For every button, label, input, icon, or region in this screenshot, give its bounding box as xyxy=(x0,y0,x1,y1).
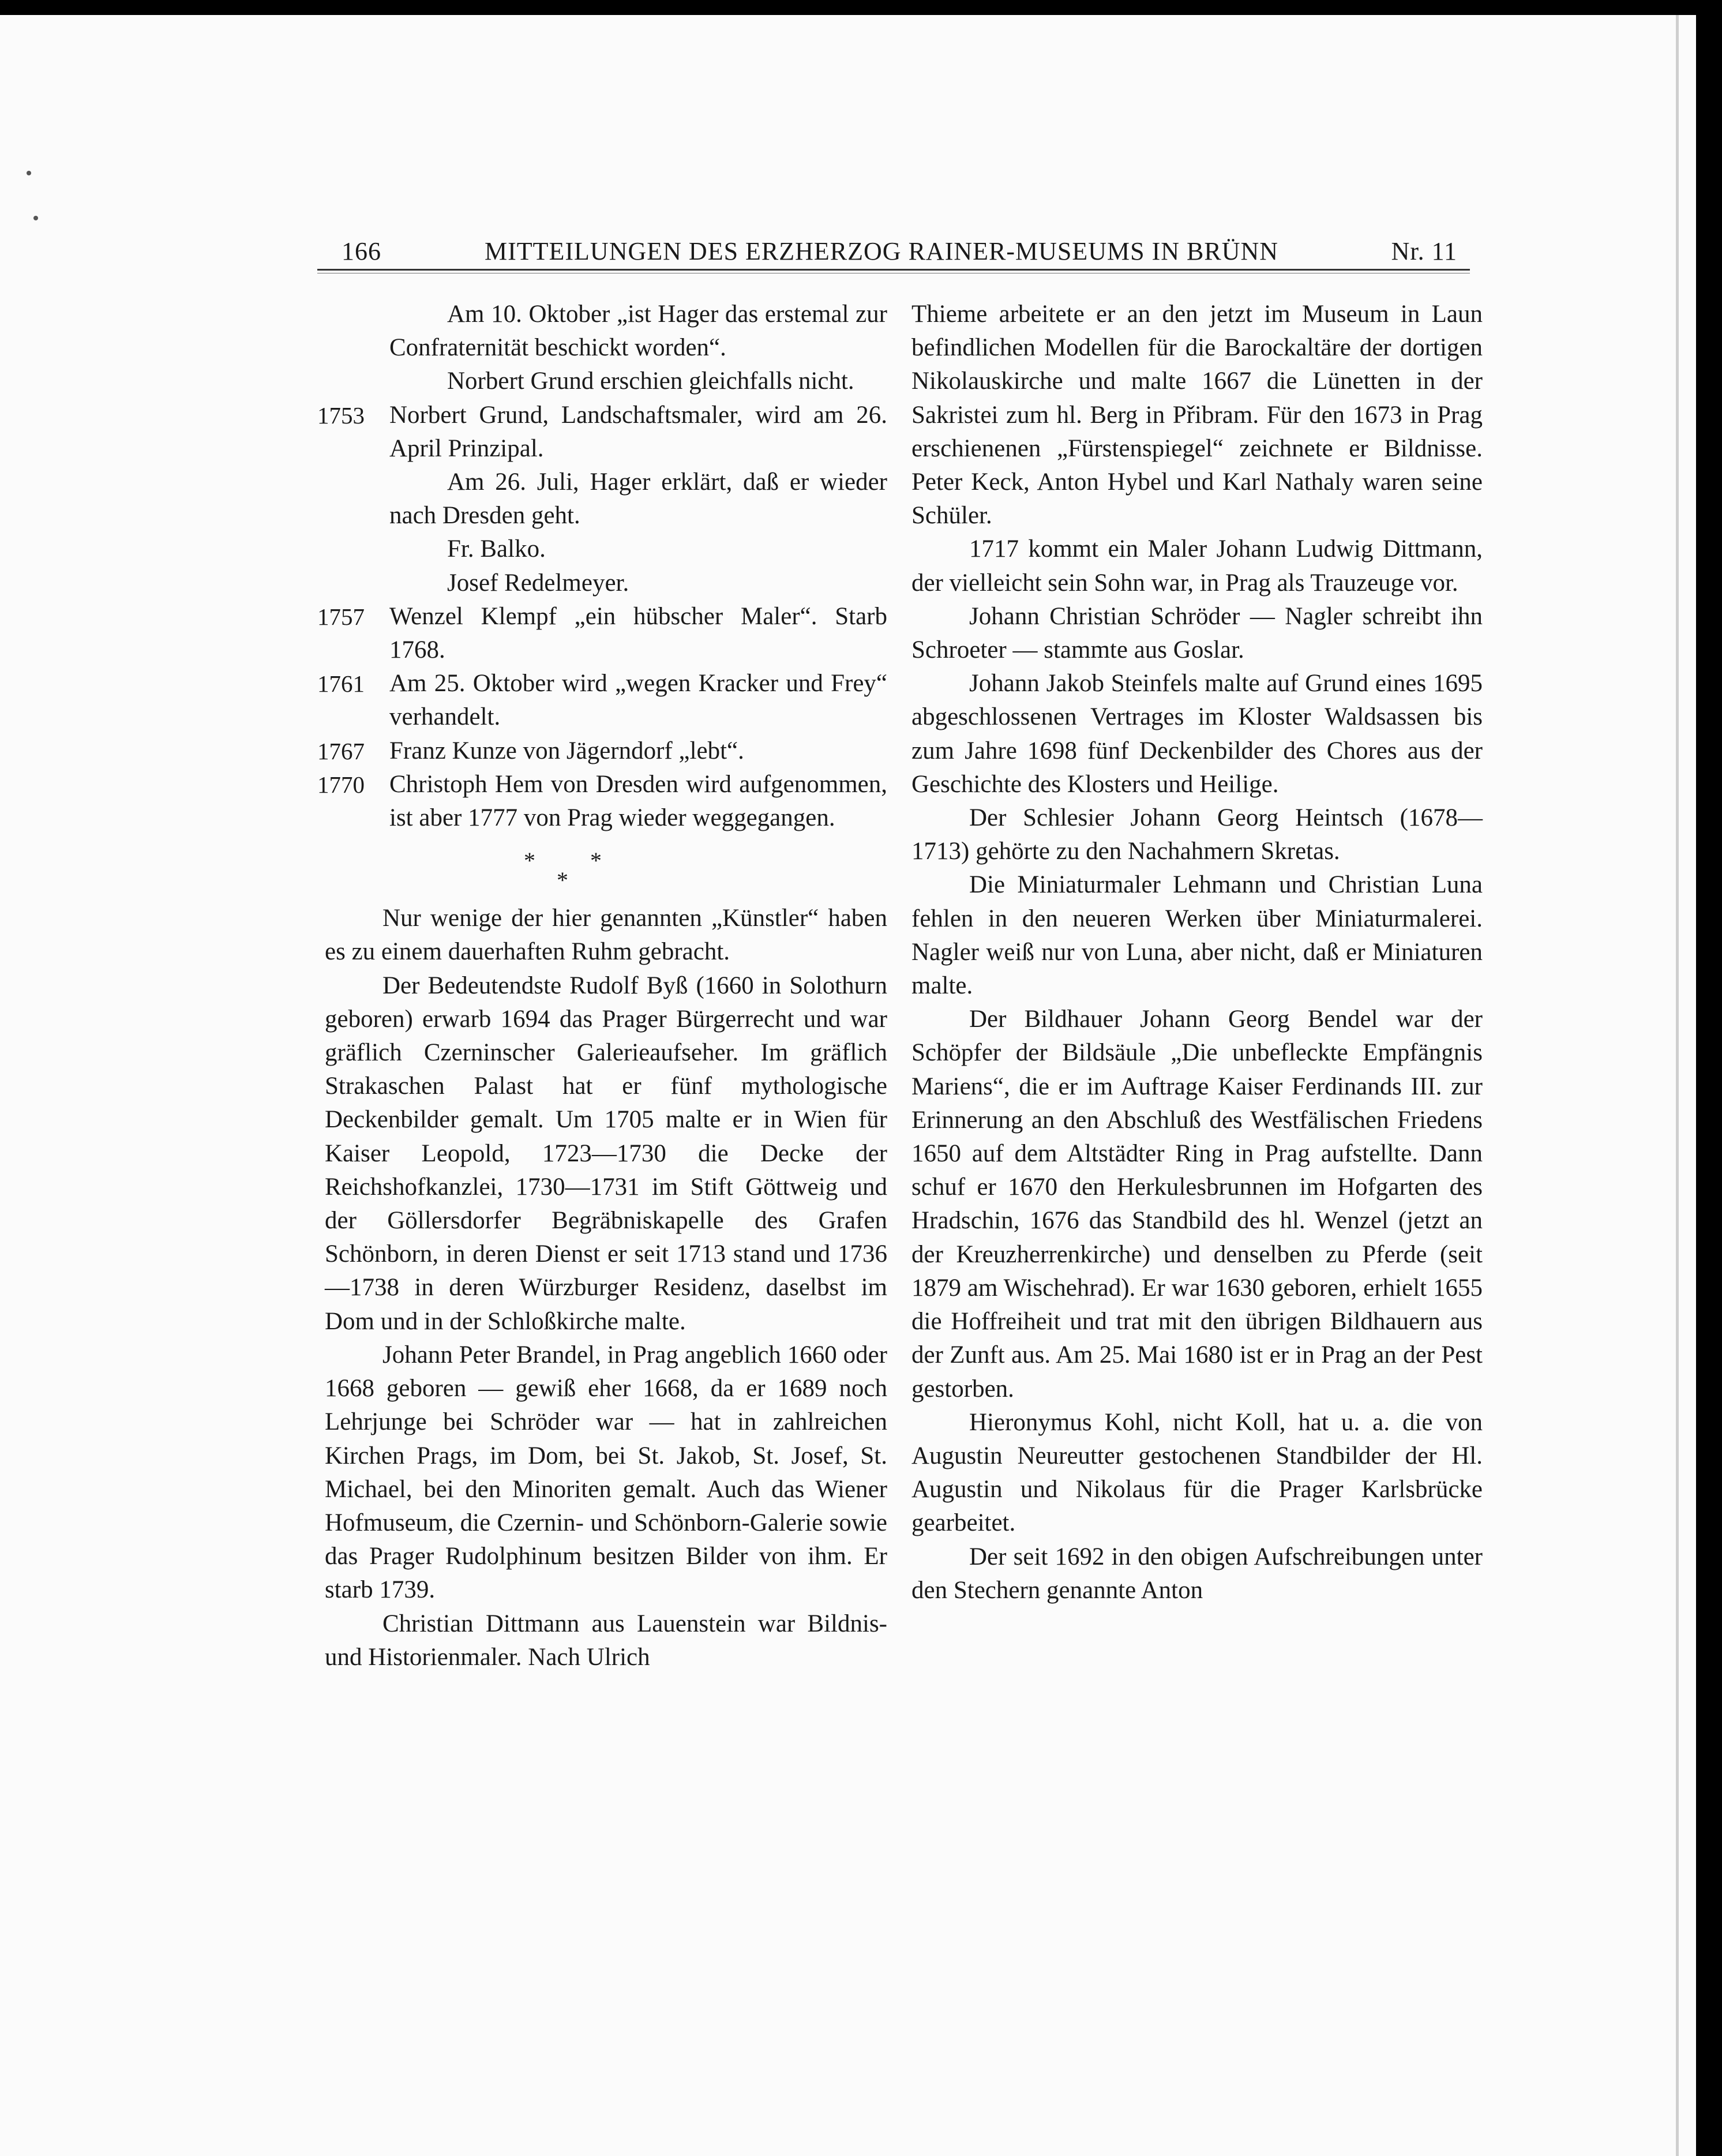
paragraph: Josef Redelmeyer. xyxy=(447,569,629,597)
paragraph: Nur wenige der hier genannten „Künstler“ haben es zu einem dauerhaften Ruhm gebracht. xyxy=(325,905,887,966)
left-column xyxy=(317,298,887,1674)
year-entry xyxy=(317,600,887,667)
paragraph: Am 25. Oktober wird „wegen Kracker und Frey“ verhandelt. xyxy=(389,670,887,731)
right-column xyxy=(911,298,1483,1607)
paragraph: Norbert Grund erschien gleichfalls nicht. xyxy=(447,368,854,395)
scanned-page xyxy=(0,15,1696,2156)
paragraph: 1717 kommt ein Maler Johann Ludwig Dittmann, der vielleicht sein Sohn war, in Prag als Trauzeuge vor. xyxy=(911,535,1483,597)
paragraph: Johann Jakob Steinfels malte auf Grund eines 1695 abgeschlossenen Vertrages im Kloster Waldsassen bis zum Jahre 1698 fünf Deckenbilder des Chores aus der Geschichte des Klosters und Heilige. xyxy=(911,670,1483,798)
year-label: 1761 xyxy=(317,670,365,698)
paragraph: Christian Dittmann aus Lauenstein war Bildnis- und Historienmaler. Nach Ulrich xyxy=(325,1610,887,1671)
paragraph: Hieronymus Kohl, nicht Koll, hat u. a. die von Augustin Neureutter gestochenen Standbilder der Hl. Augustin und Nikolaus für die Prager Karlsbrücke gearbeitet. xyxy=(911,1408,1483,1537)
paragraph: Der Bildhauer Johann Georg Bendel war der Schöpfer der Bildsäule „Die unbefleckte Empfängnis Mariens“, die er im Auftrage Kaiser Ferdinands III. zur Erinnerung an den Abschluß des Westfälischen Friedens 1650 auf dem Altstädter Ring in Prag aufstellte. Dann schuf er 1670 den Herkulesbrunnen im Hofgarten des Hradschin, 1676 das Standbild des hl. Wenzel (jetzt an der Kreuzherrenkirche) und denselben zu Pferde (seit 1879 am Wischehrad). Er war 1630 geboren, erhielt 1655 die Hoffreiheit und trat mit den übrigen Bildhauern aus der Zunft aus. Am 25. Mai 1680 ist er in Prag an der Pest gestorben. xyxy=(911,1006,1483,1403)
paragraph: Der Schlesier Johann Georg Heintsch (1678—1713) gehörte zu den Nachahmern Skretas. xyxy=(911,804,1483,865)
year-label: 1757 xyxy=(317,603,365,630)
paragraph: Johann Christian Schröder — Nagler schreibt ihn Schroeter — stammte aus Goslar. xyxy=(911,602,1483,664)
running-header xyxy=(317,224,1470,271)
asterisk: * xyxy=(590,848,602,874)
asterisk: * xyxy=(557,867,568,894)
section-divider xyxy=(325,835,887,902)
year-entry xyxy=(317,734,887,768)
paragraph: Fr. Balko. xyxy=(447,535,546,563)
paragraph: Thieme arbeitete er an den jetzt im Museum in Laun befindlichen Modellen für die Barockaltäre der dortigen Nikolauskirche und malte 1667 die Lünetten in der Sakristei zum hl. Berg in Přibram. Für den 1673 in Prag erschienenen „Fürstenspiegel“ zeichnete er Bildnisse. Peter Keck, Anton Hybel und Karl Nathaly waren seine Schüler. xyxy=(911,301,1483,530)
paragraph: Der seit 1692 in den obigen Aufschreibungen unter den Stechern genannte Anton xyxy=(911,1543,1483,1604)
paragraph: Die Miniaturmaler Lehmann und Christian Luna fehlen in den neueren Werken über Miniaturmalerei. Nagler weiß nur von Luna, aber nicht, daß er Miniaturen malte. xyxy=(911,871,1483,1000)
asterisk: * xyxy=(524,848,535,874)
paragraph: Am 10. Oktober „ist Hager das erstemal zur Confraternität beschickt worden“. xyxy=(389,301,887,362)
year-entry xyxy=(317,667,887,734)
year-label: 1767 xyxy=(317,737,365,764)
paragraph: Norbert Grund, Landschaftsmaler, wird am 26. April Prinzipal. xyxy=(389,401,887,462)
speck xyxy=(33,216,38,220)
speck xyxy=(27,171,31,175)
year-entry xyxy=(317,768,887,835)
page-edge xyxy=(1676,15,1679,2156)
paragraph: Der Bedeutendste Rudolf Byß (1660 in Solothurn geboren) erwarb 1694 das Prager Bürgerrecht und war gräflich Czerninscher Galerieaufseher. Im gräflich Strakaschen Palast hat er fünf mythologische Deckenbilder gemalt. Um 1705 malte er in Wien für Kaiser Leopold, 1723—1730 die Decke der Reichshofkanzlei, 1730—1731 im Stift Göttweig und der Göllersdorfer Begräbniskapelle des Grafen Schönborn, in deren Dienst er seit 1713 stand und 1736—1738 in deren Würzburger Residenz, daselbst im Dom und in der Schloßkirche malte. xyxy=(325,972,887,1335)
page-number: 166 xyxy=(342,237,381,265)
year-label: 1753 xyxy=(317,402,365,429)
paragraph: Wenzel Klempf „ein hübscher Maler“. Starb 1768. xyxy=(389,602,887,664)
paragraph: Am 26. Juli, Hager erklärt, daß er wieder nach Dresden geht. xyxy=(389,468,887,530)
paragraph: Johann Peter Brandel, in Prag angeblich 1660 oder 1668 geboren — gewiß eher 1668, da er 1689 noch Lehrjunge bei Schröder war — hat in zahlreichen Kirchen Prags, im Dom, bei St. Jakob, St. Josef, St. Michael, bei den Minoriten gemalt. Auch das Wiener Hofmuseum, die Czernin- und Schönborn-Galerie sowie das Prager Rudolphinum besitzen Bilder von ihm. Er starb 1739. xyxy=(325,1341,887,1604)
journal-title: MITTEILUNGEN DES ERZHERZOG RAINER-MUSEUMS IN BRÜNN xyxy=(485,237,1279,265)
year-label: 1770 xyxy=(317,771,365,798)
paragraph: Franz Kunze von Jägerndorf „lebt“. xyxy=(389,737,744,764)
year-entry xyxy=(317,399,887,466)
paragraph: Christoph Hem von Dresden wird aufgenommen, ist aber 1777 von Prag wieder weggegangen. xyxy=(389,770,887,832)
issue-number: Nr. 11 xyxy=(1391,237,1457,265)
